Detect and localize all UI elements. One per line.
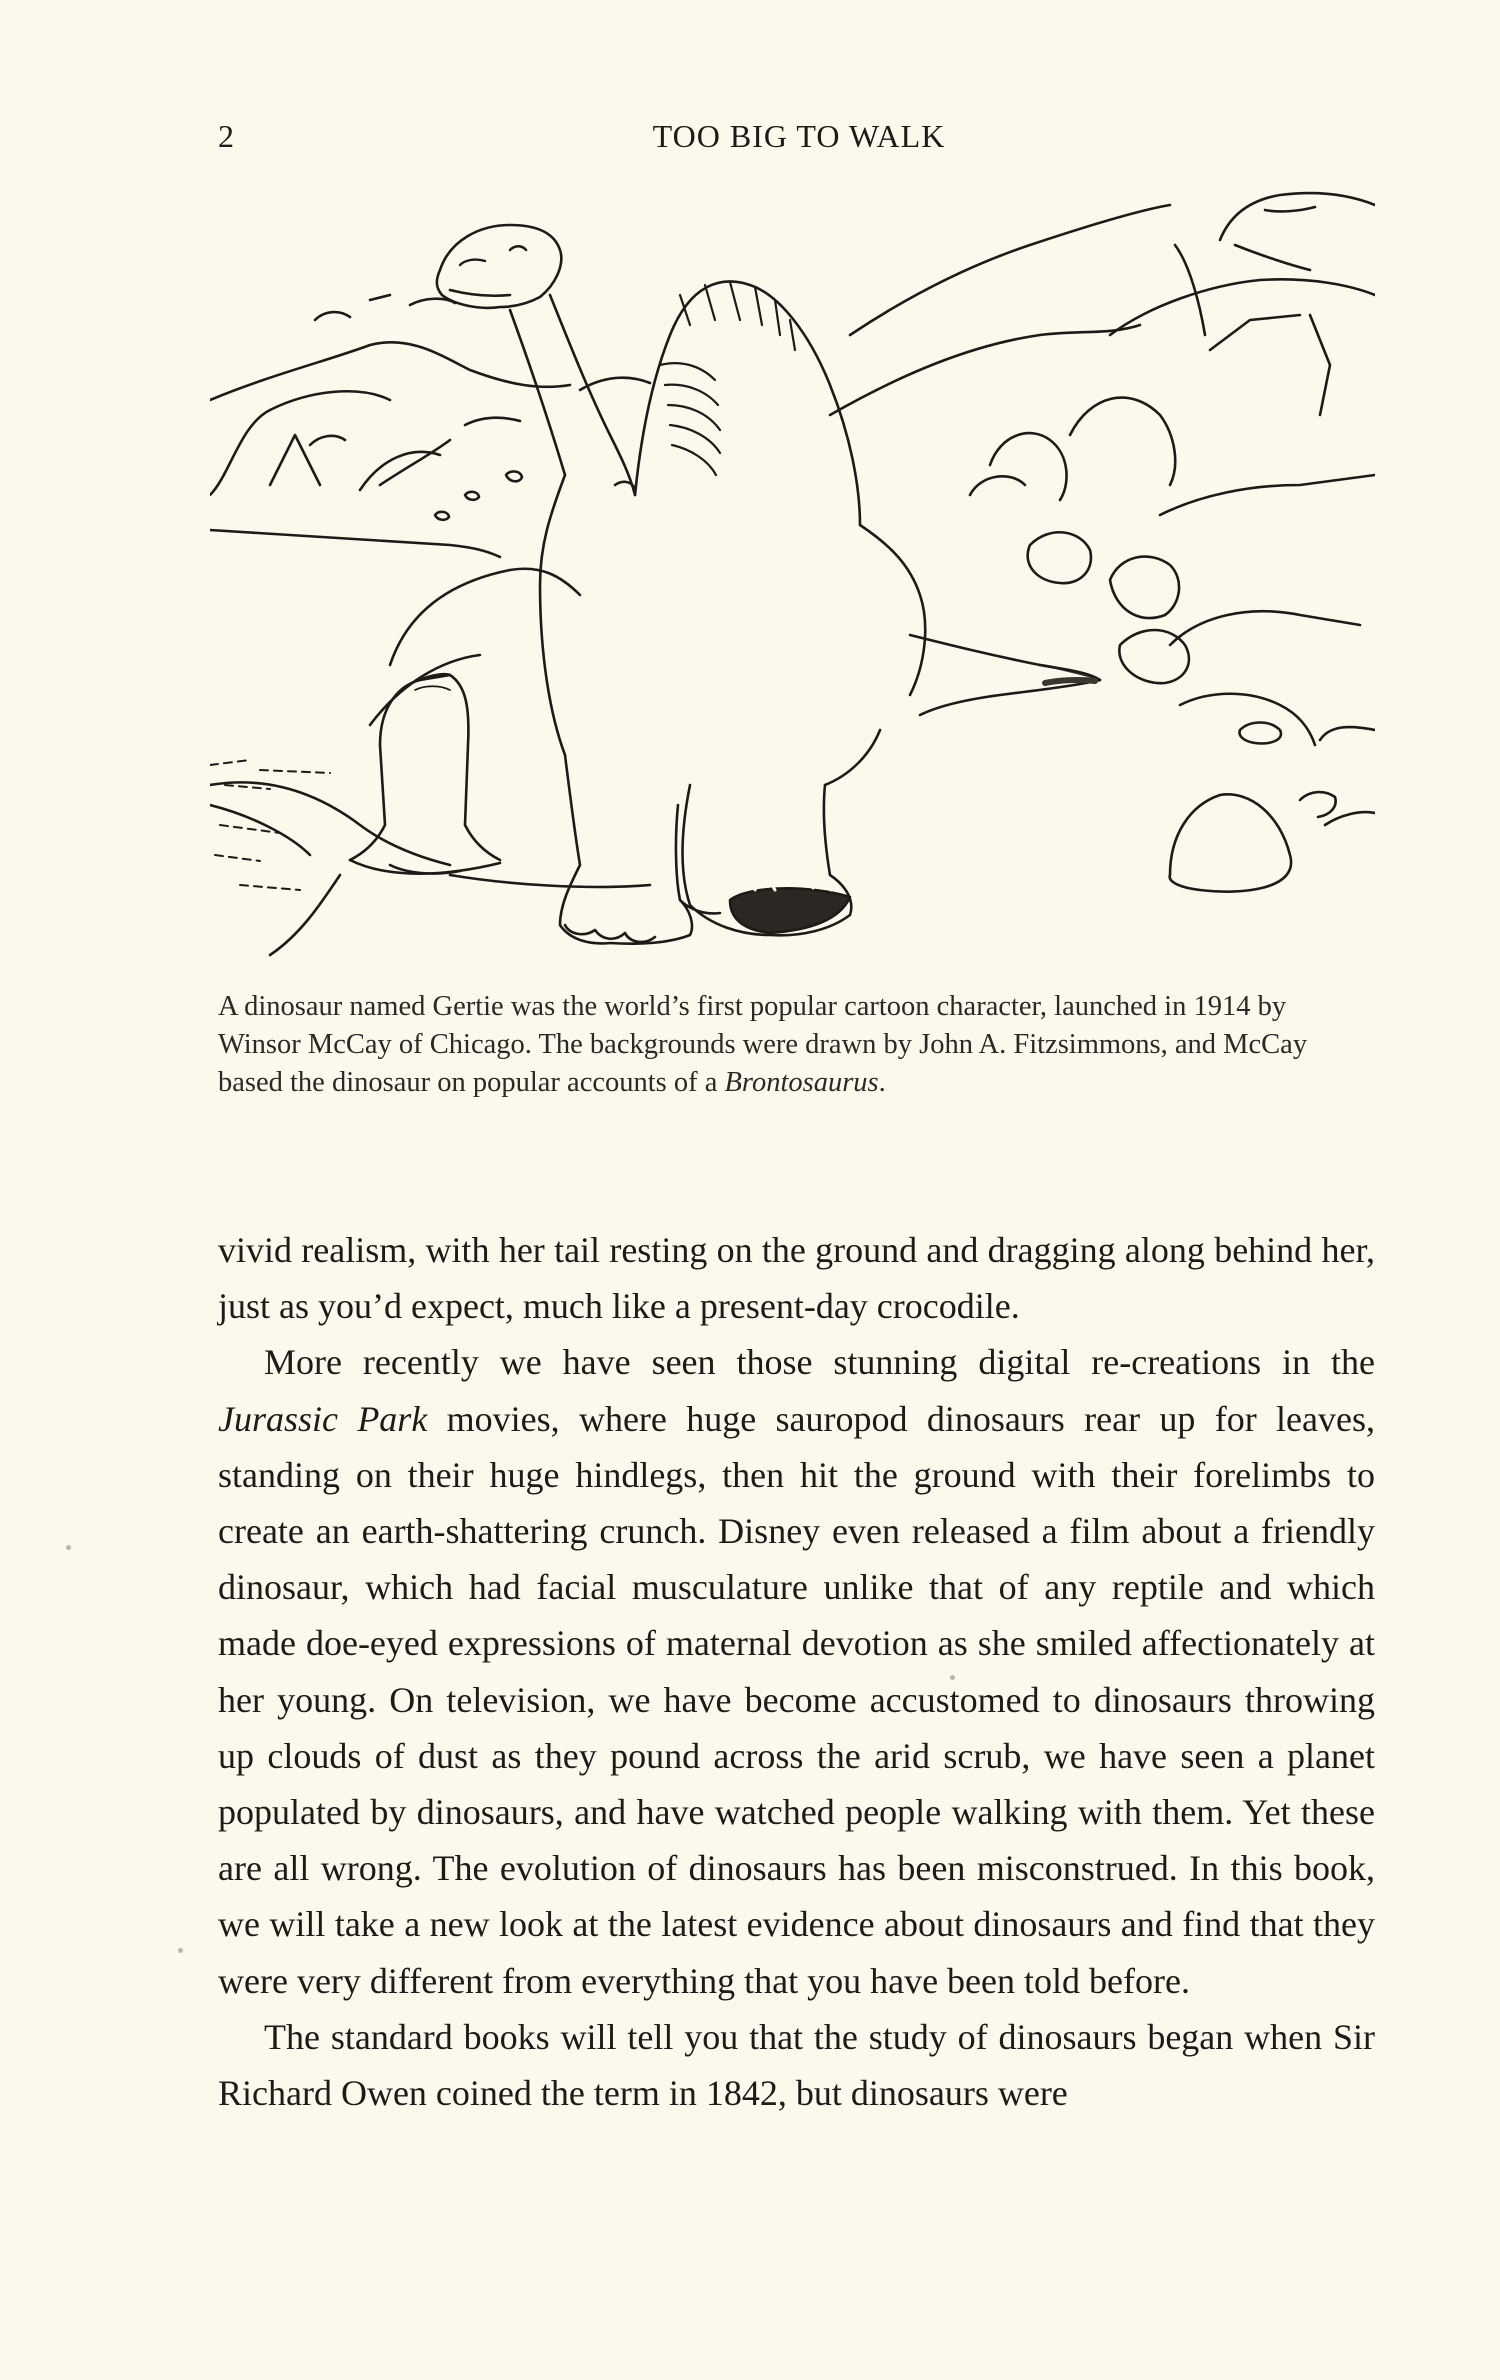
paragraph-1: vivid realism, with her tail resting on the ground and dragging along behind her, just as you’d expect, much like a present-day crocodile. — [218, 1230, 1375, 1327]
caption-italic: Brontosaurus — [724, 1067, 879, 1098]
caption-text — [218, 988, 1368, 1102]
paper-speck — [950, 1675, 955, 1680]
paragraph-2 — [218, 1334, 1375, 2008]
paper-speck — [178, 1948, 183, 1953]
gertie-illustration — [210, 185, 1375, 975]
paragraph-3: The standard books will tell you that the study of dinosaurs began when Sir Richard Owen coined the term in 1842, but dinosaurs were — [218, 2016, 1375, 2114]
page-number: 2 — [218, 118, 235, 154]
dinosaur-illustration-icon — [210, 185, 1375, 975]
paragraph-2-italic: Jurassic Park — [218, 1398, 428, 1439]
caption-part1: A dinosaur named Gertie was the world’s first popular cartoon character, launched in 1914 by Winsor McCay of Chicago. The backgrounds were drawn by John A. Fitzsimmons, and McCay based the dinosaur on popular accounts of a — [218, 991, 1308, 1098]
paragraph-2-pre: More recently we have seen those stunning digital re-creations in the — [264, 1342, 1375, 1383]
paragraph-2-post: movies, where huge sauropod dinosaurs rear up for leaves, standing on their huge hindlegs, then hit the ground with their forelimbs to create an earth-shattering crunch. Disney even released a film about a friendly dinosaur, which had facial musculature unlike that of any reptile and which made doe-eyed expressions of maternal devotion as she smiled affectionately at her young. On television, we have become accustomed to dinosaurs throwing up clouds of dust as they pound across the arid scrub, we have seen a planet populated by dinosaurs, and have watched people walking with them. Yet these are all wrong. The evolution of dinosaurs has been misconstrued. In this book, we will take a new look at the latest evidence about dinosaurs and find that they were very different from everything that you have been told before. — [218, 1398, 1375, 2001]
running-head — [218, 118, 1340, 158]
caption-part2: . — [878, 1067, 886, 1098]
figure-caption — [218, 988, 1368, 1102]
body-text — [218, 1222, 1375, 2121]
paper-speck — [66, 1545, 71, 1550]
running-title: TOO BIG TO WALK — [652, 118, 946, 154]
